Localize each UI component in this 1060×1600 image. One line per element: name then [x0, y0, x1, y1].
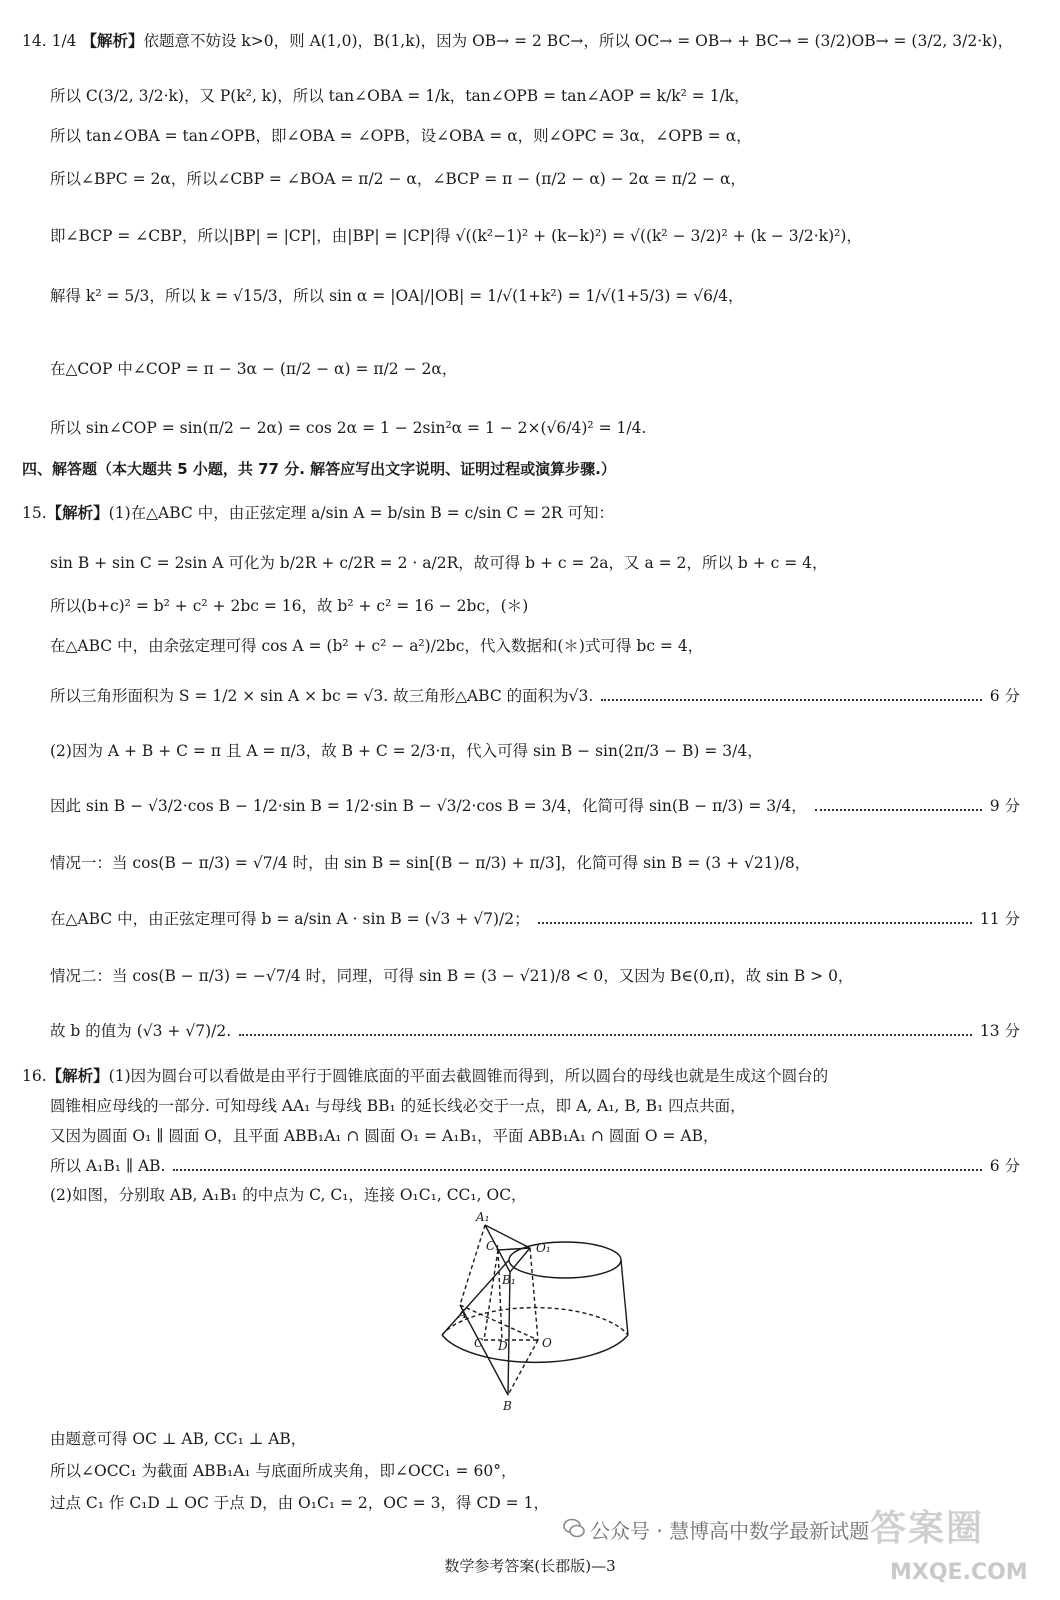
line-text: 过点 C₁ 作 C₁D ⊥ OC 于点 D，由 O₁C₁ = 2，OC = 3，得 CD = 1， — [50, 1494, 549, 1512]
line-text: 解得 k² = 5/3，所以 k = √15/3，所以 sin α = |OA|/|OB| = 1/√(1+k²) = 1/√(1+5/3) = √6/4， — [50, 287, 744, 305]
watermark-text: 公众号 · 慧博高中数学最新试题 — [590, 1519, 870, 1543]
line-text: sin B + sin C = 2sin A 可化为 b/2R + c/2R = 2 · a/2R，故可得 b + c = 2a，又 a = 2，所以 b + c = 4， — [50, 554, 828, 572]
frustum-figure — [430, 1210, 650, 1415]
p14-line-7 — [50, 358, 1020, 380]
section-title: 四、解答题（本大题共 5 小题，共 77 分. 解答应写出文字说明、证明过程或演算步骤.） — [22, 460, 616, 478]
p15-line-11 — [50, 1020, 1020, 1042]
p14-line-3 — [50, 125, 1020, 147]
line-text: 所以 C(3/2, 3/2·k)，又 P(k², k)，所以 tan∠OBA = 1/k，tan∠OPB = tan∠AOP = k/k² = 1/k， — [50, 87, 750, 105]
segment-ob — [508, 1340, 538, 1395]
segment-c1c — [484, 1250, 498, 1340]
wechat-icon — [563, 1517, 585, 1539]
problem-number: 16. — [22, 1067, 47, 1085]
p14-line-4 — [50, 168, 1020, 190]
line-text: 由题意可得 OC ⊥ AB, CC₁ ⊥ AB， — [50, 1430, 307, 1448]
line-text: 故 b 的值为 (√3 + √7)/2. — [50, 1022, 232, 1040]
analysis-tag: 【解析】 — [46, 504, 109, 522]
line-text: 所以 sin∠COP = sin(π/2 − 2α) = cos 2α = 1 − 2sin²α = 1 − 2×(√6/4)² = 1/4. — [50, 419, 647, 437]
label-a: A — [458, 1307, 467, 1321]
leader-dots — [239, 1033, 972, 1036]
p15-line-10 — [50, 965, 1020, 987]
analysis-tag: 【解析】 — [81, 32, 144, 50]
section-heading — [22, 458, 1020, 480]
label-b1: B₁ — [502, 1273, 516, 1287]
top-circle — [509, 1242, 621, 1278]
p16-line-4 — [50, 1155, 1020, 1177]
analysis-tag: 【解析】 — [46, 1067, 109, 1085]
line-text: 在△ABC 中，由正弦定理可得 b = a/sin A · sin B = (√3 + √7)/2； — [50, 910, 530, 928]
score-mark: 6 分 — [989, 687, 1020, 705]
problem-number: 14. 1/4 — [22, 32, 82, 50]
p16-line-2 — [50, 1095, 1020, 1117]
line-text: (1)在△ABC 中，由正弦定理 a/sin A = b/sin B = c/sin C = 2R 可知： — [108, 504, 615, 522]
label-o: O — [542, 1336, 552, 1350]
segment-b1b — [508, 1272, 510, 1395]
label-c1: C₁ — [486, 1239, 500, 1253]
problem-number: 15. — [22, 504, 47, 522]
page-footer: 数学参考答案(长郡版)—3 — [444, 1557, 616, 1575]
leader-dots — [601, 698, 981, 701]
line-text: 圆锥相应母线的一部分. 可知母线 AA₁ 与母线 BB₁ 的延长线必交于一点，即 A, A₁, B, B₁ 四点共面， — [50, 1097, 746, 1115]
watermark-logo: 答案圈 — [870, 1508, 985, 1549]
bottom-circle-front — [442, 1335, 628, 1362]
segment-o1o — [530, 1248, 538, 1340]
segment-c1o1 — [498, 1248, 530, 1250]
p16-line-3 — [50, 1125, 1020, 1147]
watermark-url: MXQE.COM — [890, 1560, 1028, 1585]
leader-dots — [538, 921, 972, 924]
line-text: 又因为圆面 O₁ ∥ 圆面 O，且平面 ABB₁A₁ ∩ 圆面 O₁ = A₁B₁，平面 ABB₁A₁ ∩ 圆面 O = AB， — [50, 1127, 719, 1145]
p15-line-5 — [50, 685, 1020, 707]
label-a1: A₁ — [476, 1210, 490, 1224]
line-text: 因此 sin B − √3/2·cos B − 1/2·sin B = 1/2·sin B − √3/2·cos B = 3/4，化简可得 sin(B − π/3) = 3/4， — [50, 797, 807, 815]
p14-line-1 — [22, 30, 1020, 52]
leader-dots — [815, 808, 982, 811]
line-text: 情况一：当 cos(B − π/3) = √7/4 时，由 sin B = sin[(B − π/3) + π/3]，化简可得 sin B = (3 + √21)/8， — [50, 854, 811, 872]
right-generatrix — [621, 1260, 628, 1335]
p14-line-8 — [50, 417, 1020, 439]
line-text: 即∠BCP = ∠CBP，所以|BP| = |CP|，由|BP| = |CP|得 √((k²−1)² + (k−k)²) = √((k² − 3/2)² + (k − 3/2·k)²)， — [50, 227, 862, 245]
score-mark: 13 分 — [979, 1022, 1020, 1040]
label-b: B — [503, 1399, 512, 1413]
line-text: 所以 A₁B₁ ∥ AB. — [50, 1157, 166, 1175]
p15-line-7 — [50, 795, 1020, 817]
line-text: 所以三角形面积为 S = 1/2 × sin A × bc = √3. 故三角形△ABC 的面积为√3. — [50, 687, 594, 705]
score-mark: 6 分 — [989, 1157, 1020, 1175]
line-text: 所以∠BPC = 2α，所以∠CBP = ∠BOA = π/2 − α，∠BCP = π − (π/2 − α) − 2α = π/2 − α， — [50, 170, 746, 188]
label-d: D — [498, 1339, 508, 1353]
line-text: 所以 tan∠OBA = tan∠OPB，即∠OBA = ∠OPB，设∠OBA = α，则∠OPC = 3α，∠OPB = α， — [50, 127, 752, 145]
line-text: 在△ABC 中，由余弦定理可得 cos A = (b² + c² − a²)/2bc，代入数据和(＊)式可得 bc = 4， — [50, 637, 704, 655]
segment-c1d — [498, 1250, 502, 1340]
label-o1: O₁ — [536, 1241, 551, 1255]
segment-b1o1 — [510, 1248, 530, 1272]
line-text: (2)如图，分别取 AB, A₁B₁ 的中点为 C, C₁，连接 O₁C₁, CC₁, OC， — [50, 1186, 527, 1204]
score-mark: 11 分 — [979, 910, 1020, 928]
p15-line-6 — [50, 740, 1020, 762]
label-c: C — [474, 1336, 484, 1350]
line-text: 所以(b+c)² = b² + c² + 2bc = 16，故 b² + c² = 16 − 2bc，(＊) — [50, 597, 529, 615]
p15-line-3 — [50, 595, 1020, 617]
line-text: (1)因为圆台可以看做是由平行于圆锥底面的平面去截圆锥而得到，所以圆台的母线也就是生成这个圆台的 — [108, 1067, 829, 1085]
p14-line-2 — [50, 85, 1020, 107]
line-text: 所以∠OCC₁ 为截面 ABB₁A₁ 与底面所成夹角，即∠OCC₁ = 60°， — [50, 1462, 517, 1480]
p16-line-1 — [22, 1065, 1020, 1087]
p14-line-5 — [50, 225, 1020, 247]
leader-dots — [173, 1168, 981, 1171]
p15-line-2 — [50, 552, 1020, 574]
line-text: (2)因为 A + B + C = π 且 A = π/3，故 B + C = 2/3·π，代入可得 sin B − sin(2π/3 − B) = 3/4， — [50, 742, 763, 760]
p15-line-8 — [50, 852, 1020, 874]
p16-line-5 — [50, 1184, 1020, 1206]
line-text: 依题意不妨设 k>0，则 A(1,0)，B(1,k)，因为 OB→ = 2 BC→，所以 OC→ = OB→ + BC→ = (3/2)OB→ = (3/2, 3/2·k)， — [143, 32, 1014, 50]
p15-line-4 — [50, 635, 1020, 657]
p14-line-6 — [50, 285, 1020, 307]
line-text: 在△COP 中∠COP = π − 3α − (π/2 − α) = π/2 − 2α， — [50, 360, 458, 378]
p16-line-6 — [50, 1428, 1020, 1450]
p15-line-9 — [50, 908, 1020, 930]
score-mark: 9 分 — [989, 797, 1020, 815]
p15-line-1 — [22, 502, 1020, 524]
segment-a1a — [460, 1225, 485, 1305]
line-text: 情况二：当 cos(B − π/3) = −√7/4 时，同理，可得 sin B = (3 − √21)/8 < 0，又因为 B∈(0,π)，故 sin B > 0， — [50, 967, 854, 985]
p16-line-7 — [50, 1460, 1020, 1482]
